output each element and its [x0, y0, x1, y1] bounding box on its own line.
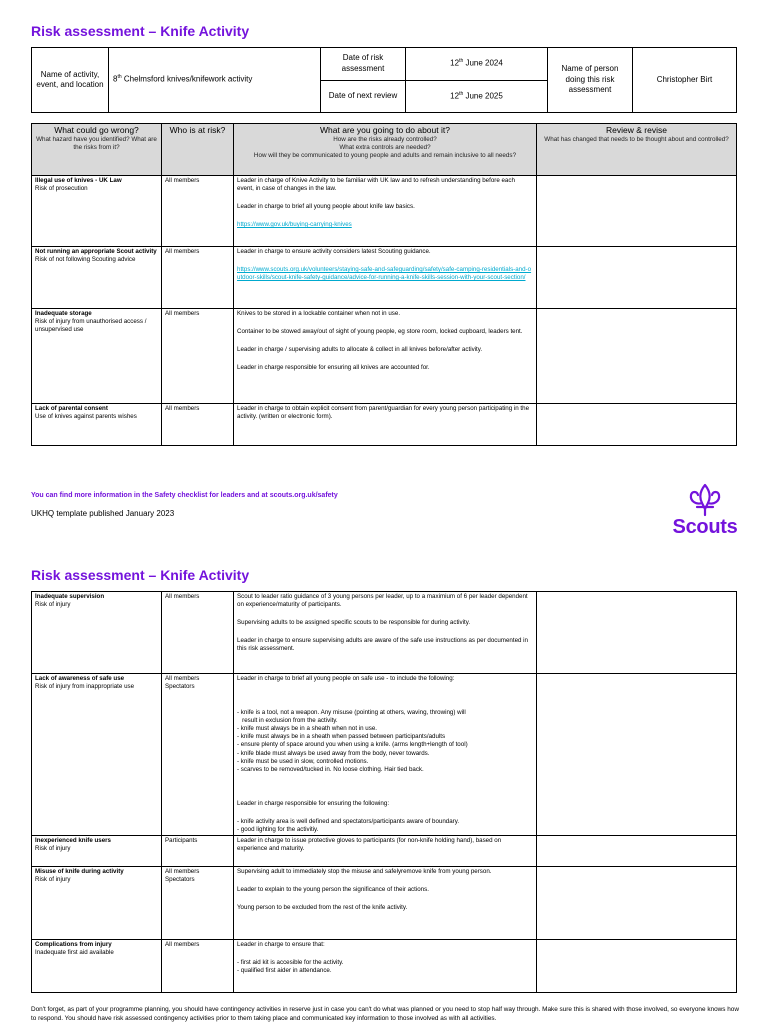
date-of-assessment-label: Date of risk assessment — [321, 48, 406, 81]
table-row: Misuse of knife during activity Risk of injury All members Spectators Supervising adult to immediately stop the misuse and safelyremove knife from young person. Leader to explain to the young person the significance of their actions. Young person to be excluded from the rest of the knife activity. — [32, 867, 737, 940]
table-row: Complications from injury Inadequate first aid available All members Leader in charge to ensure that: - first aid kit is accesible for the activity. - qualified first aider in attendance. — [32, 940, 737, 993]
fleur-de-lis-icon — [664, 483, 746, 519]
table-row: Illegal use of knives - UK Law Risk of prosecution All members Leader in charge of Knive Activity to be familiar with UK law and to refresh understanding before each event, in case of changes in the law. Leader in charge to brief all young people about knife law basics. https://www.gov.uk/buying-carrying-knives — [32, 176, 737, 247]
next-review-label: Date of next review — [321, 80, 406, 113]
date-of-assessment-value: 12th June 2024 — [406, 48, 548, 81]
assessor-label: Name of person doing this risk assessment — [548, 48, 633, 113]
column-action: What are you going to do about it? How are the risks already controlled? What extra controls are needed? How will they be communicated to young people and adults and remain inclusive to all needs? — [234, 124, 537, 176]
risk-table-page1 — [31, 123, 737, 446]
footer-note: Don't forget, as part of your programme planning, you should have contingency activities in reserve just in case you can't do what was planned or you need to stop half way through. Make sure this is shared with those involved, so everyone knows how to respond. You should have risk assessed contingency activities prior to them taking place and communicated key information to those involved as with all activities. — [31, 1006, 739, 1022]
knife-law-link[interactable]: https://www.gov.uk/buying-carrying-knives — [237, 221, 352, 229]
assessor-value: Christopher Birt — [633, 48, 737, 113]
table-row: Lack of awareness of safe use Risk of injury from inappropriate use All members Spectators Leader in charge to brief all young people on safe use - to include the following: - knife is a tool, not a weapon. Any misuse (pointing at others, waving, throwing) will result in exclusion from the activity. - knife must always be in a sheath when not in use. - knife must always be in a sheath when passed between participants/adults - ensure plenty of space around you when using a knife. (arms length+length of tool) - knife blade must always be used away from the body, never towards. - knife must be used in slow, controlled motions. - scarves to be removed/tucked in. No loose clothing. Hair tied back. Leader in charge responsible for ensuring the following: - knife activity area is well defined and spectators/participants aware of boundary. - good lighting for the activitiy. — [32, 674, 737, 836]
column-who: Who is at risk? — [162, 124, 234, 176]
column-hazard: What could go wrong? What hazard have you identified? What are the risks from it? — [32, 124, 162, 176]
next-review-value: 12th June 2025 — [406, 80, 548, 113]
table-row: Inexperienced knife users Risk of injury Participants Leader in charge to issue protective gloves to participants (for non-knife holding hand), based on experience and maturity. — [32, 836, 737, 867]
table-row: Lack of parental consent Use of knives against parents wishes All members Leader in charge to obtain explicit consent from parent/guardian for every young person participating in the activity. (written or electronic form). — [32, 404, 737, 446]
template-published-text: UKHQ template published January 2023 — [31, 509, 175, 518]
safety-info-text: You can find more information in the Safety checklist for leaders and at scouts.org.uk/safety — [31, 492, 338, 499]
activity-header-table — [31, 47, 737, 113]
column-review: Review & revise What has changed that needs to be thought about and controlled? — [537, 124, 737, 176]
scouts-logo: Scouts — [664, 483, 746, 543]
scout-guidance-link[interactable]: https://www.scouts.org.uk/volunteers/staying-safe-and-safeguarding/safety/safe-camping-residentials-and-outdoor-skills/scout-knife-safety-guidance/advice-for-running-a-knife-skills-session-with-your-scout-section/ — [237, 266, 532, 282]
table-row: Inadequate storage Risk of injury from unauthorised access / unsupervised use All members Knives to be stored in a lockable container when not in use. Container to be stowed away/out of sight of young people, eg store room, locked cupboard, leaders tent. Leader in charge / supervising adults to allocate & collect in all knives before/after activity. Leader in charge responsible for ensuring all knives are accounted for. — [32, 309, 737, 404]
page-title: Risk assessment – Knife Activity — [31, 23, 250, 39]
activity-name-label: Name of activity, event, and location — [32, 48, 109, 113]
activity-name-value: 8th Chelmsford knives/knifework activity — [109, 48, 321, 113]
page2-title: Risk assessment – Knife Activity — [31, 567, 250, 583]
table-row: Inadequate supervision Risk of injury All members Scout to leader ratio guidance of 3 young persons per leader, up to a maximium of 6 per leader dependent on experience/maturity of participants. Supervising adults to be assigned specific scouts to be responsible for during activity. Leader in charge to ensure supervising adults are aware of the safe use instructions as per documented in this risk assessment. — [32, 592, 737, 674]
table-row: Not running an appropriate Scout activity Risk of not following Scouting advice All members Leader in charge to ensure activity considers latest Scouting guidance. https://www.scouts.org.uk/volunteers/staying-safe-and-safeguarding/safety/safe-camping-residentials-and-outdoor-skills/scout-knife-safety-guidance/advice-for-running-a-knife-skills-session-with-your-scout-section/ — [32, 247, 737, 309]
risk-table-page2 — [31, 591, 737, 993]
